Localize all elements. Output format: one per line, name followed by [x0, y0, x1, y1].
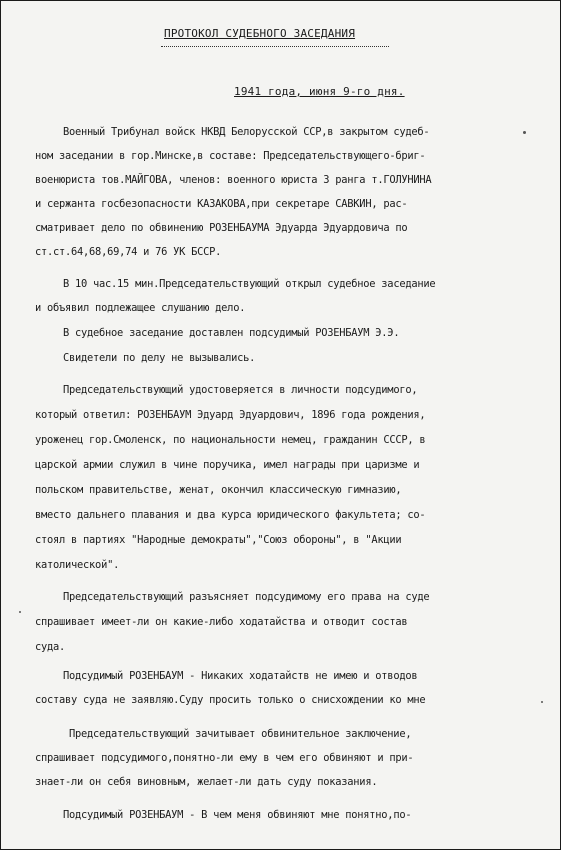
scan-speck: [523, 131, 526, 134]
text-line: спрашивает подсудимого,понятно-ли ему в чем его обвиняют и при-: [35, 752, 414, 764]
text-line: спрашивает имеет-ли он какие-либо ходатайства и отводит состав: [35, 616, 408, 628]
text-line: Подсудимый РОЗЕНБАУМ - В чем меня обвиняют мне понятно,по-: [63, 809, 412, 821]
text-line: сматривает дело по обвинению РОЗЕНБАУМА Эдуарда Эдуардовича по: [35, 222, 408, 234]
text-line: который ответил: РОЗЕНБАУМ Эдуард Эдуардович, 1896 года рождения,: [35, 409, 426, 421]
text-line: вместо дальнего плавания и два курса юридического факультета; со-: [35, 509, 426, 521]
text-line: Военный Трибунал войск НКВД Белорусской ССР,в закрытом судеб-: [63, 126, 430, 138]
text-line: ном заседании в гор.Минске,в составе: Председательствующего-бриг-: [35, 150, 426, 162]
text-line: Подсудимый РОЗЕНБАУМ - Никаких ходатайств не имею и отводов: [63, 670, 418, 682]
document-date: 1941 года, июня 9-го дня.: [234, 85, 405, 98]
text-line: польском правительстве, женат, окончил классическую гимназию,: [35, 484, 402, 496]
title-underline-rule: [161, 46, 389, 49]
text-line: уроженец гор.Смоленск, по национальности немец, гражданин СССР, в: [35, 434, 426, 446]
scan-speck: [19, 611, 21, 613]
text-line: и объявил подлежащее слушанию дело.: [35, 302, 246, 314]
text-line: знает-ли он себя виновным, желает-ли дать суду показания.: [35, 776, 378, 788]
text-line: ст.ст.64,68,69,74 и 76 УК БССР.: [35, 246, 222, 258]
text-line: Председательствующий зачитывает обвинительное заключение,: [69, 728, 412, 740]
text-line: Председательствующий разъясняет подсудимому его права на суде: [63, 591, 430, 603]
text-line: В судебное заседание доставлен подсудимый РОЗЕНБАУМ Э.Э.: [63, 327, 400, 339]
text-line: Председательствующий удостоверяется в личности подсудимого,: [63, 384, 418, 396]
text-line: В 10 час.15 мин.Председательствующий открыл судебное заседание: [63, 278, 436, 290]
text-line: стоял в партиях "Народные демократы","Союз обороны", в "Акции: [35, 534, 402, 546]
text-line: военюриста тов.МАЙГОВА, членов: военного юриста 3 ранга т.ГОЛУНИНА: [35, 174, 432, 186]
document-title: ПРОТОКОЛ СУДЕБНОГО ЗАСЕДАНИЯ: [164, 27, 356, 40]
text-line: и сержанта госбезопасности КАЗАКОВА,при секретаре САВКИН, рас-: [35, 198, 408, 210]
text-line: царской армии служил в чине поручика, имел награды при царизме и: [35, 459, 420, 471]
text-line: католической".: [35, 559, 120, 571]
text-line: составу суда не заявляю.Суду просить только о снисхождении ко мне: [35, 694, 426, 706]
text-line: Свидетели по делу не вызывались.: [63, 352, 256, 364]
scan-speck: [541, 701, 543, 703]
text-line: суда.: [35, 641, 66, 653]
